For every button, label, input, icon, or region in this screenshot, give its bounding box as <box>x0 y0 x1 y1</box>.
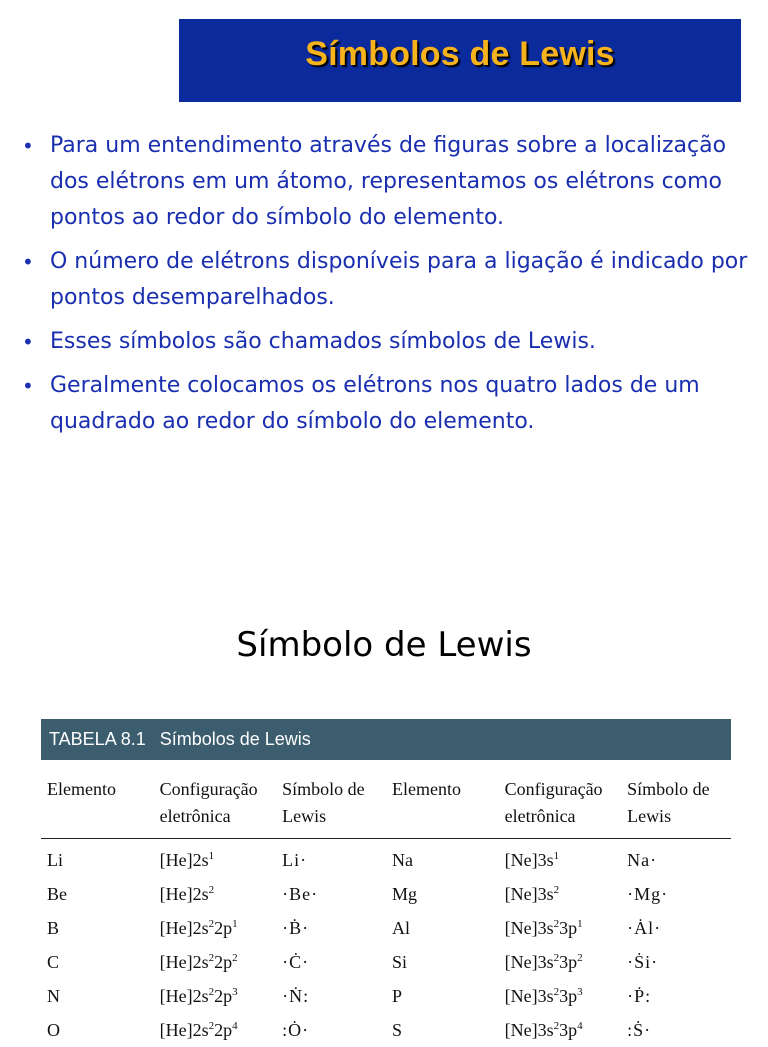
element-cell <box>41 839 154 878</box>
config-exponent: 2 <box>554 918 560 930</box>
lewis-symbol: ·Ṡi· <box>627 952 658 972</box>
element-symbol: N <box>47 986 60 1006</box>
config-exponent: 3 <box>577 986 583 998</box>
config-core: [Ne]3s <box>505 918 554 938</box>
config-core: [He]2s <box>160 952 209 972</box>
element-cell <box>386 979 499 1013</box>
config-exponent: 2 <box>209 918 215 930</box>
lewis-data-table <box>41 760 731 1047</box>
element-symbol: O <box>47 1020 60 1040</box>
config-cell <box>154 979 276 1013</box>
config-cell <box>154 877 276 911</box>
bullet-item <box>20 128 750 236</box>
config-orbital: 3p <box>559 986 577 1006</box>
config-core: [He]2s <box>160 986 209 1006</box>
table-header-row <box>41 760 731 839</box>
config-cell <box>499 877 621 911</box>
config-core: [He]2s <box>160 918 209 938</box>
column-header: Configuração eletrônica <box>499 760 621 839</box>
config-cell <box>499 945 621 979</box>
config-core: [Ne]3s <box>505 850 554 870</box>
config-orbital: 3p <box>559 952 577 972</box>
table-row <box>41 945 731 979</box>
element-symbol: Si <box>392 952 407 972</box>
config-exponent: 4 <box>232 1020 238 1032</box>
slide-title: Símbolo de Lewis <box>0 625 768 665</box>
lewis-symbol: ·Ċ· <box>282 952 309 972</box>
config-exponent: 2 <box>209 986 215 998</box>
element-cell <box>386 1013 499 1047</box>
column-header: Configuração eletrônica <box>154 760 276 839</box>
lewis-symbol: ·Mg· <box>627 884 668 904</box>
config-core: [Ne]3s <box>505 884 554 904</box>
element-cell <box>41 911 154 945</box>
lewis-symbol-cell <box>621 979 731 1013</box>
element-symbol: C <box>47 952 59 972</box>
config-exponent: 2 <box>554 986 560 998</box>
config-orbital: 2p <box>214 952 232 972</box>
lewis-table <box>41 719 731 1047</box>
bullet-text: Para um entendimento através de figuras sobre a localização dos elétrons em um átomo, representamos os elétrons como pontos ao redor do símbolo do elemento. <box>50 133 726 230</box>
config-exponent: 1 <box>577 918 583 930</box>
lewis-symbol-cell <box>621 877 731 911</box>
element-symbol: Na <box>392 850 413 870</box>
element-cell <box>386 945 499 979</box>
column-header: Símbolo de Lewis <box>621 760 731 839</box>
config-cell <box>499 1013 621 1047</box>
config-core: [He]2s <box>160 1020 209 1040</box>
config-exponent: 2 <box>209 884 215 896</box>
config-cell <box>154 839 276 878</box>
element-cell <box>386 839 499 878</box>
config-exponent: 2 <box>232 952 238 964</box>
bullet-dot-icon: • <box>22 324 34 360</box>
element-symbol: B <box>47 918 59 938</box>
bullet-dot-icon: • <box>22 128 34 164</box>
table-row <box>41 911 731 945</box>
table-caption-title: Símbolos de Lewis <box>160 729 311 749</box>
element-symbol: P <box>392 986 402 1006</box>
config-exponent: 3 <box>232 986 238 998</box>
config-cell <box>499 979 621 1013</box>
element-symbol: Al <box>392 918 410 938</box>
column-header: Símbolo de Lewis <box>276 760 386 839</box>
lewis-symbol-cell <box>276 911 386 945</box>
bullet-text: O número de elétrons disponíveis para a ligação é indicado por pontos desemparelhados. <box>50 249 747 310</box>
config-core: [He]2s <box>160 884 209 904</box>
slide-lewis-table <box>0 512 768 1024</box>
lewis-symbol-cell <box>276 979 386 1013</box>
lewis-symbol-cell <box>276 1013 386 1047</box>
element-symbol: Mg <box>392 884 417 904</box>
table-row <box>41 1013 731 1047</box>
lewis-symbol-cell <box>276 839 386 878</box>
lewis-symbol-cell <box>621 839 731 878</box>
config-orbital: 3p <box>559 918 577 938</box>
lewis-symbol: ·Ṗ: <box>627 986 651 1006</box>
config-core: [Ne]3s <box>505 986 554 1006</box>
element-cell <box>41 979 154 1013</box>
element-symbol: S <box>392 1020 402 1040</box>
table-number: TABELA 8.1 <box>49 729 146 749</box>
lewis-symbol-cell <box>276 877 386 911</box>
element-cell <box>41 877 154 911</box>
element-cell <box>386 877 499 911</box>
table-row <box>41 839 731 878</box>
table-row <box>41 979 731 1013</box>
config-exponent: 1 <box>209 850 215 862</box>
lewis-symbol: :Ȯ· <box>282 1020 309 1040</box>
config-core: [Ne]3s <box>505 952 554 972</box>
lewis-symbol: ·Ṅ: <box>282 986 309 1006</box>
config-cell <box>154 1013 276 1047</box>
config-orbital: 2p <box>214 918 232 938</box>
lewis-symbol: ·Be· <box>282 884 318 904</box>
lewis-symbol-cell <box>621 911 731 945</box>
bullet-list <box>20 128 750 448</box>
element-cell <box>41 945 154 979</box>
bullet-item <box>20 324 750 360</box>
lewis-symbol: ·Ȧl· <box>627 918 661 938</box>
slide-title: Símbolos de Lewis <box>179 35 741 74</box>
config-core: [Ne]3s <box>505 1020 554 1040</box>
element-symbol: Li <box>47 850 63 870</box>
bullet-text: Esses símbolos são chamados símbolos de Lewis. <box>50 329 596 354</box>
bullet-item <box>20 368 750 440</box>
config-exponent: 2 <box>554 1020 560 1032</box>
lewis-symbol: Na· <box>627 850 657 870</box>
config-orbital: 3p <box>559 1020 577 1040</box>
config-exponent: 2 <box>209 952 215 964</box>
config-cell <box>154 911 276 945</box>
table-caption <box>41 719 731 760</box>
lewis-symbol: :Ṡ· <box>627 1020 651 1040</box>
element-symbol: Be <box>47 884 67 904</box>
table-row <box>41 877 731 911</box>
element-cell <box>41 1013 154 1047</box>
bullet-item <box>20 244 750 316</box>
bullet-dot-icon: • <box>22 368 34 404</box>
config-exponent: 2 <box>209 1020 215 1032</box>
config-exponent: 2 <box>554 884 560 896</box>
column-header: Elemento <box>41 760 154 839</box>
element-cell <box>386 911 499 945</box>
lewis-symbol-cell <box>276 945 386 979</box>
config-orbital: 2p <box>214 1020 232 1040</box>
config-exponent: 2 <box>577 952 583 964</box>
lewis-symbol-cell <box>621 1013 731 1047</box>
config-cell <box>499 911 621 945</box>
column-header: Elemento <box>386 760 499 839</box>
title-banner <box>179 19 741 102</box>
config-exponent: 1 <box>232 918 238 930</box>
config-orbital: 2p <box>214 986 232 1006</box>
lewis-symbol-cell <box>621 945 731 979</box>
config-cell <box>499 839 621 878</box>
lewis-symbol: Li· <box>282 850 307 870</box>
lewis-symbol: ·Ḃ· <box>282 918 309 938</box>
slide-lewis-intro <box>0 0 768 512</box>
config-exponent: 2 <box>554 952 560 964</box>
config-exponent: 1 <box>554 850 560 862</box>
config-core: [He]2s <box>160 850 209 870</box>
bullet-dot-icon: • <box>22 244 34 280</box>
config-cell <box>154 945 276 979</box>
table-body <box>41 839 731 1047</box>
config-exponent: 4 <box>577 1020 583 1032</box>
bullet-text: Geralmente colocamos os elétrons nos quatro lados de um quadrado ao redor do símbolo do elemento. <box>50 373 700 434</box>
